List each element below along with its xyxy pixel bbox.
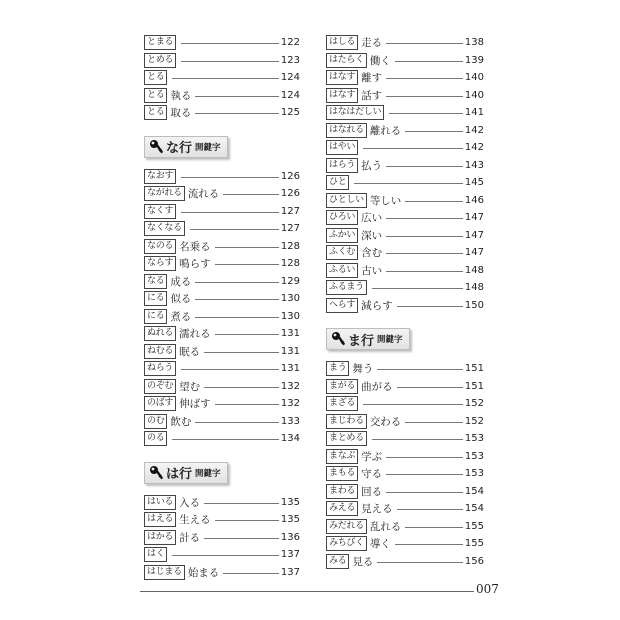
entry-page: 125: [280, 107, 300, 119]
entry-page: 128: [280, 240, 300, 252]
entry-kana: はしる: [326, 35, 358, 50]
entry-kana: ぬれる: [144, 326, 176, 341]
index-entry: [144, 395, 300, 413]
entry-page: 148: [464, 282, 484, 294]
entry-page: 135: [280, 496, 300, 508]
entry-kanji: 学ぶ: [361, 450, 383, 463]
entry-kana: みえる: [326, 501, 358, 516]
entry-page: 143: [464, 159, 484, 171]
leader-line: [195, 96, 279, 97]
entry-kana: ひろい: [326, 210, 358, 225]
entry-page: 153: [464, 450, 484, 462]
leader-line: [363, 148, 463, 149]
entry-kanji: 入る: [179, 496, 201, 509]
entry-kana: はらう: [326, 158, 358, 173]
entry-page: 142: [464, 124, 484, 136]
leader-line: [204, 503, 279, 504]
section-title: な行: [166, 141, 193, 156]
section-header: [144, 462, 300, 484]
leader-line: [386, 236, 463, 237]
entry-page: 154: [464, 503, 484, 515]
leader-line: [215, 247, 279, 248]
leader-line: [389, 113, 463, 114]
entry-kanji: 計る: [179, 531, 201, 544]
key-icon: [149, 465, 163, 481]
entry-kana: はかる: [144, 530, 176, 545]
index-entry: [144, 430, 300, 448]
index-entry: [326, 34, 484, 52]
entry-page: 124: [280, 72, 300, 84]
entry-page: 150: [464, 299, 484, 311]
entry-kana: のぞむ: [144, 379, 176, 394]
leader-line: [181, 212, 279, 213]
entry-page: 151: [464, 363, 484, 375]
entry-kanji: 望む: [179, 380, 201, 393]
entry-page: 130: [280, 310, 300, 322]
entry-kana: はなす: [326, 88, 358, 103]
entry-kanji: 成る: [170, 275, 192, 288]
entry-page: 127: [280, 223, 300, 235]
entry-kana: にる: [144, 309, 167, 324]
entry-page: 156: [464, 555, 484, 567]
index-entry: [144, 546, 300, 564]
entry-page: 145: [464, 177, 484, 189]
index-entry: [326, 413, 484, 431]
section-subtitle: 開鍵字: [195, 142, 221, 153]
entry-kanji: 走る: [361, 37, 383, 50]
index-entry: [326, 227, 484, 245]
entry-page: 155: [464, 520, 484, 532]
index-entry: [144, 529, 300, 547]
entry-kana: まじわる: [326, 414, 367, 429]
index-entry: [326, 209, 484, 227]
leader-line: [172, 555, 279, 556]
leader-line: [372, 439, 463, 440]
entry-page: 132: [280, 398, 300, 410]
entry-kana: まう: [326, 361, 349, 376]
page-number: 007: [476, 582, 499, 596]
leader-line: [405, 527, 463, 528]
entry-kanji: 煮る: [170, 310, 192, 323]
entry-kanji: 離す: [361, 72, 383, 85]
leader-line: [405, 131, 463, 132]
index-entry: [326, 297, 484, 315]
entry-kana: のる: [144, 431, 167, 446]
leader-line: [397, 306, 463, 307]
entry-kana: みちびく: [326, 536, 367, 551]
leader-line: [172, 439, 279, 440]
entry-kanji: 乱れる: [369, 520, 402, 533]
entry-page: 127: [280, 205, 300, 217]
leader-line: [386, 474, 463, 475]
entry-kanji: 交わる: [369, 415, 402, 428]
leader-line: [372, 288, 463, 289]
index-entry: [326, 483, 484, 501]
entry-kanji: 守る: [361, 468, 383, 481]
entry-page: 153: [464, 433, 484, 445]
entry-kanji: 含む: [361, 247, 383, 260]
leader-line: [181, 177, 279, 178]
leader-line: [172, 78, 279, 79]
leader-line: [195, 317, 279, 318]
leader-line: [377, 562, 463, 563]
entry-kana: ひと: [326, 175, 349, 190]
entry-kanji: 濡れる: [179, 328, 211, 341]
entry-page: 123: [280, 54, 300, 66]
entry-kana: なのる: [144, 239, 176, 254]
key-icon: [149, 139, 163, 155]
index-entry: [326, 262, 484, 280]
entry-page: 153: [464, 468, 484, 480]
entry-kana: はく: [144, 547, 167, 562]
entry-kana: なる: [144, 274, 167, 289]
entry-page: 152: [464, 398, 484, 410]
index-entry: [144, 168, 300, 186]
leader-line: [386, 492, 463, 493]
entry-page: 137: [280, 566, 300, 578]
index-entry: [326, 430, 484, 448]
entry-kana: はやい: [326, 140, 358, 155]
entry-page: 140: [464, 89, 484, 101]
section-header-box: [144, 136, 228, 158]
leader-line: [181, 43, 279, 44]
entry-kana: ふるい: [326, 263, 358, 278]
index-entry: [326, 139, 484, 157]
leader-line: [395, 61, 463, 62]
leader-line: [195, 422, 279, 423]
entry-page: 131: [280, 363, 300, 375]
leader-line: [386, 43, 463, 44]
entry-page: 134: [280, 433, 300, 445]
entry-kana: まわる: [326, 484, 358, 499]
entry-kana: はじまる: [144, 565, 185, 580]
entry-page: 129: [280, 275, 300, 287]
index-entry: [144, 87, 300, 105]
index-entry: [144, 34, 300, 52]
index-entry: [326, 465, 484, 483]
entry-page: 131: [280, 328, 300, 340]
entry-kanji: 見える: [361, 503, 393, 516]
entry-kana: とる: [144, 105, 167, 120]
entry-kana: ふるまう: [326, 280, 367, 295]
entry-kana: ながれる: [144, 186, 185, 201]
leader-line: [405, 201, 463, 202]
entry-page: 133: [280, 415, 300, 427]
leader-line: [377, 369, 463, 370]
entry-page: 142: [464, 142, 484, 154]
entry-kana: のばす: [144, 396, 176, 411]
index-entry: [326, 378, 484, 396]
leader-line: [215, 334, 279, 335]
index-entry: [144, 413, 300, 431]
entry-kana: はなれる: [326, 123, 367, 138]
entry-kanji: 飲む: [170, 415, 192, 428]
index-entry: [326, 395, 484, 413]
section-subtitle: 開鍵字: [377, 335, 403, 345]
index-entry: [326, 157, 484, 175]
index-entry: [144, 185, 300, 203]
entry-kana: はえる: [144, 512, 176, 527]
section-title: ま行: [348, 333, 375, 349]
entry-kana: はたらく: [326, 53, 367, 68]
index-entry: [326, 192, 484, 210]
entry-page: 141: [464, 107, 484, 119]
entry-page: 131: [280, 345, 300, 357]
entry-page: 136: [280, 531, 300, 543]
entry-kanji: 話す: [361, 89, 383, 102]
index-entry: [144, 203, 300, 221]
entry-kanji: 離れる: [369, 124, 402, 137]
entry-kana: ねらう: [144, 361, 176, 376]
leader-line: [386, 271, 463, 272]
index-entry: [326, 52, 484, 70]
section-title: は行: [166, 467, 193, 482]
leader-line: [215, 404, 279, 405]
entry-kana: へらす: [326, 298, 358, 313]
entry-kana: みる: [326, 554, 349, 569]
section-subtitle: 開鍵字: [195, 468, 221, 479]
entry-kanji: 舞う: [352, 363, 374, 376]
entry-kanji: 見る: [352, 555, 374, 568]
entry-kanji: 払う: [361, 159, 383, 172]
leader-line: [395, 544, 463, 545]
entry-page: 132: [280, 380, 300, 392]
entry-kanji: 古い: [361, 264, 383, 277]
entry-page: 147: [464, 229, 484, 241]
index-entry: [144, 104, 300, 122]
index-entry: [144, 378, 300, 396]
leader-line: [204, 538, 279, 539]
index-entry: [326, 104, 484, 122]
section-header-box: [326, 328, 410, 350]
index-entry: [144, 52, 300, 70]
entry-kanji: 回る: [361, 485, 383, 498]
leader-line: [386, 78, 463, 79]
entry-page: 130: [280, 293, 300, 305]
entry-kanji: 導く: [369, 538, 391, 551]
leader-line: [215, 520, 279, 521]
entry-kana: ひとしい: [326, 193, 367, 208]
entry-kana: とまる: [144, 35, 176, 50]
entry-page: 152: [464, 415, 484, 427]
entry-page: 128: [280, 258, 300, 270]
entry-kanji: 伸ばす: [179, 398, 211, 411]
leader-line: [354, 183, 463, 184]
index-entry: [144, 220, 300, 238]
right-index-column: [326, 34, 484, 570]
leader-line: [386, 166, 463, 167]
leader-line: [190, 229, 279, 230]
entry-kana: まとめる: [326, 431, 367, 446]
entry-kanji: 流れる: [187, 188, 220, 201]
entry-page: 122: [280, 37, 300, 49]
entry-kanji: 名乗る: [179, 240, 211, 253]
entry-kana: ならす: [144, 256, 176, 271]
entry-page: 151: [464, 380, 484, 392]
index-entry: [326, 553, 484, 571]
leader-line: [363, 404, 463, 405]
index-entry: [144, 360, 300, 378]
index-entry: [144, 238, 300, 256]
index-entry: [326, 535, 484, 553]
entry-kanji: 鳴らす: [179, 258, 211, 271]
entry-page: 139: [464, 54, 484, 66]
left-index-column: [144, 34, 300, 581]
entry-page: 138: [464, 37, 484, 49]
leader-line: [397, 509, 463, 510]
entry-kana: にる: [144, 291, 167, 306]
entry-kanji: 執る: [170, 89, 192, 102]
leader-line: [405, 422, 463, 423]
index-entry: [144, 343, 300, 361]
entry-kanji: 働く: [369, 54, 391, 67]
entry-kana: はなす: [326, 70, 358, 85]
entry-kana: とめる: [144, 53, 176, 68]
section-header: [326, 328, 484, 350]
entry-page: 146: [464, 194, 484, 206]
leader-line: [181, 369, 279, 370]
index-entry: [144, 255, 300, 273]
index-entry: [326, 69, 484, 87]
entry-kanji: 曲がる: [361, 380, 393, 393]
leader-line: [195, 282, 279, 283]
entry-kana: なくなる: [144, 221, 185, 236]
entry-kana: ふかい: [326, 228, 358, 243]
entry-kana: ねむる: [144, 344, 176, 359]
leader-line: [397, 387, 463, 388]
index-entry: [326, 87, 484, 105]
leader-line: [181, 61, 279, 62]
index-entry: [144, 273, 300, 291]
index-entry: [144, 290, 300, 308]
leader-line: [204, 387, 279, 388]
leader-line: [223, 573, 279, 574]
entry-page: 126: [280, 170, 300, 182]
leader-line: [223, 194, 279, 195]
index-entry: [144, 325, 300, 343]
entry-kanji: 深い: [361, 229, 383, 242]
entry-kana: なくす: [144, 204, 176, 219]
index-entry: [144, 494, 300, 512]
entry-kanji: 似る: [170, 293, 192, 306]
index-entry: [144, 69, 300, 87]
entry-kana: のむ: [144, 414, 167, 429]
entry-kana: まざる: [326, 396, 358, 411]
leader-line: [195, 299, 279, 300]
entry-page: 148: [464, 264, 484, 276]
entry-kanji: 減らす: [361, 299, 393, 312]
entry-kana: みだれる: [326, 519, 367, 534]
entry-kana: まもる: [326, 466, 358, 481]
entry-kana: ふくむ: [326, 245, 358, 260]
section-header: [144, 136, 300, 158]
index-entry: [144, 308, 300, 326]
leader-line: [386, 96, 463, 97]
entry-kana: とる: [144, 88, 167, 103]
leader-line: [386, 218, 463, 219]
entry-kana: まがる: [326, 379, 358, 394]
entry-page: 140: [464, 72, 484, 84]
index-entry: [326, 360, 484, 378]
leader-line: [386, 457, 463, 458]
entry-kanji: 生える: [179, 514, 211, 527]
entry-kanji: 始まる: [187, 566, 220, 579]
entry-page: 147: [464, 212, 484, 224]
entry-kana: とる: [144, 70, 167, 85]
leader-line: [195, 113, 279, 114]
entry-kana: まなぶ: [326, 449, 358, 464]
index-entry: [326, 244, 484, 262]
index-entry: [326, 122, 484, 140]
key-icon: [331, 331, 345, 347]
entry-kanji: 眠る: [179, 345, 201, 358]
entry-page: 126: [280, 188, 300, 200]
index-entry: [144, 564, 300, 582]
entry-page: 147: [464, 247, 484, 259]
footer-rule: [140, 591, 474, 592]
leader-line: [204, 352, 279, 353]
index-entry: [326, 279, 484, 297]
leader-line: [386, 253, 463, 254]
index-entry: [144, 511, 300, 529]
index-entry: [326, 518, 484, 536]
entry-kanji: 広い: [361, 212, 383, 225]
entry-kana: はなはだしい: [326, 105, 384, 120]
entry-page: 154: [464, 485, 484, 497]
entry-page: 137: [280, 549, 300, 561]
entry-kana: なおす: [144, 169, 176, 184]
entry-kanji: 取る: [170, 107, 192, 120]
section-header-box: [144, 462, 228, 484]
leader-line: [215, 264, 279, 265]
entry-kana: はいる: [144, 495, 176, 510]
index-entry: [326, 500, 484, 518]
index-entry: [326, 174, 484, 192]
index-entry: [326, 448, 484, 466]
entry-page: 124: [280, 89, 300, 101]
entry-page: 135: [280, 514, 300, 526]
entry-kanji: 等しい: [369, 194, 402, 207]
entry-page: 155: [464, 538, 484, 550]
